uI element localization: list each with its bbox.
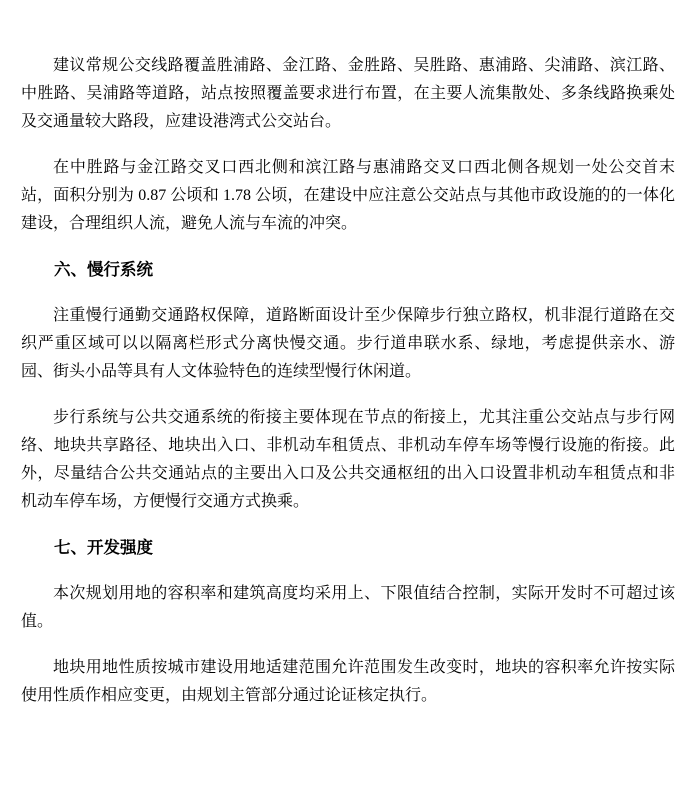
- paragraph-far-height-limit-control: 本次规划用地的容积率和建筑高度均采用上、下限值结合控制，实际开发时不可超过该值。: [21, 585, 675, 630]
- paragraph-pedestrian-transit-connection: 步行系统与公共交通系统的衔接主要体现在节点的衔接上，尤其注重公交站点与步行网络、地块共享路径、地块出入口、非机动车租赁点、非机动车停车场等慢行设施的衔接。此外，尽量结合公共交通站点的主要出入口及公共交通枢纽的出入口设置非机动车租赁点和非机动车停车场，方便慢行交通方式换乘。: [21, 409, 675, 510]
- paragraph-slow-traffic-right-of-way: 注重慢行通勤交通路权保障，道路断面设计至少保障步行独立路权，机非混行道路在交织严重区域可以以隔离栏形式分离快慢交通。步行道串联水系、绿地，考虑提供亲水、游园、街头小品等具有人文体验特色的连续型慢行休闲道。: [21, 307, 675, 380]
- heading-development-intensity: 七、开发强度: [54, 538, 153, 557]
- heading-slow-traffic-system: 六、慢行系统: [54, 260, 153, 279]
- paragraph-bus-route-coverage: 建议常规公交线路覆盖胜浦路、金江路、金胜路、吴胜路、惠浦路、尖浦路、滨江路、中胜路、吴浦路等道路，站点按照覆盖要求进行布置，在主要人流集散处、多条线路换乘处及交通量较大路段，应建设港湾式公交站台。: [21, 57, 675, 130]
- paragraph-land-use-change-approval: 地块用地性质按城市建设用地适建范围允许范围发生改变时，地块的容积率允许按实际使用性质作相应变更，由规划主管部分通过论证核定执行。: [21, 659, 675, 704]
- paragraph-bus-terminal-stations: 在中胜路与金江路交叉口西北侧和滨江路与惠浦路交叉口西北侧各规划一处公交首末站，面积分别为 0.87 公顷和 1.78 公顷，在建设中应注意公交站点与其他市政设施的的一体化建设，合理组织人流，避免人流与车流的冲突。: [21, 159, 675, 232]
